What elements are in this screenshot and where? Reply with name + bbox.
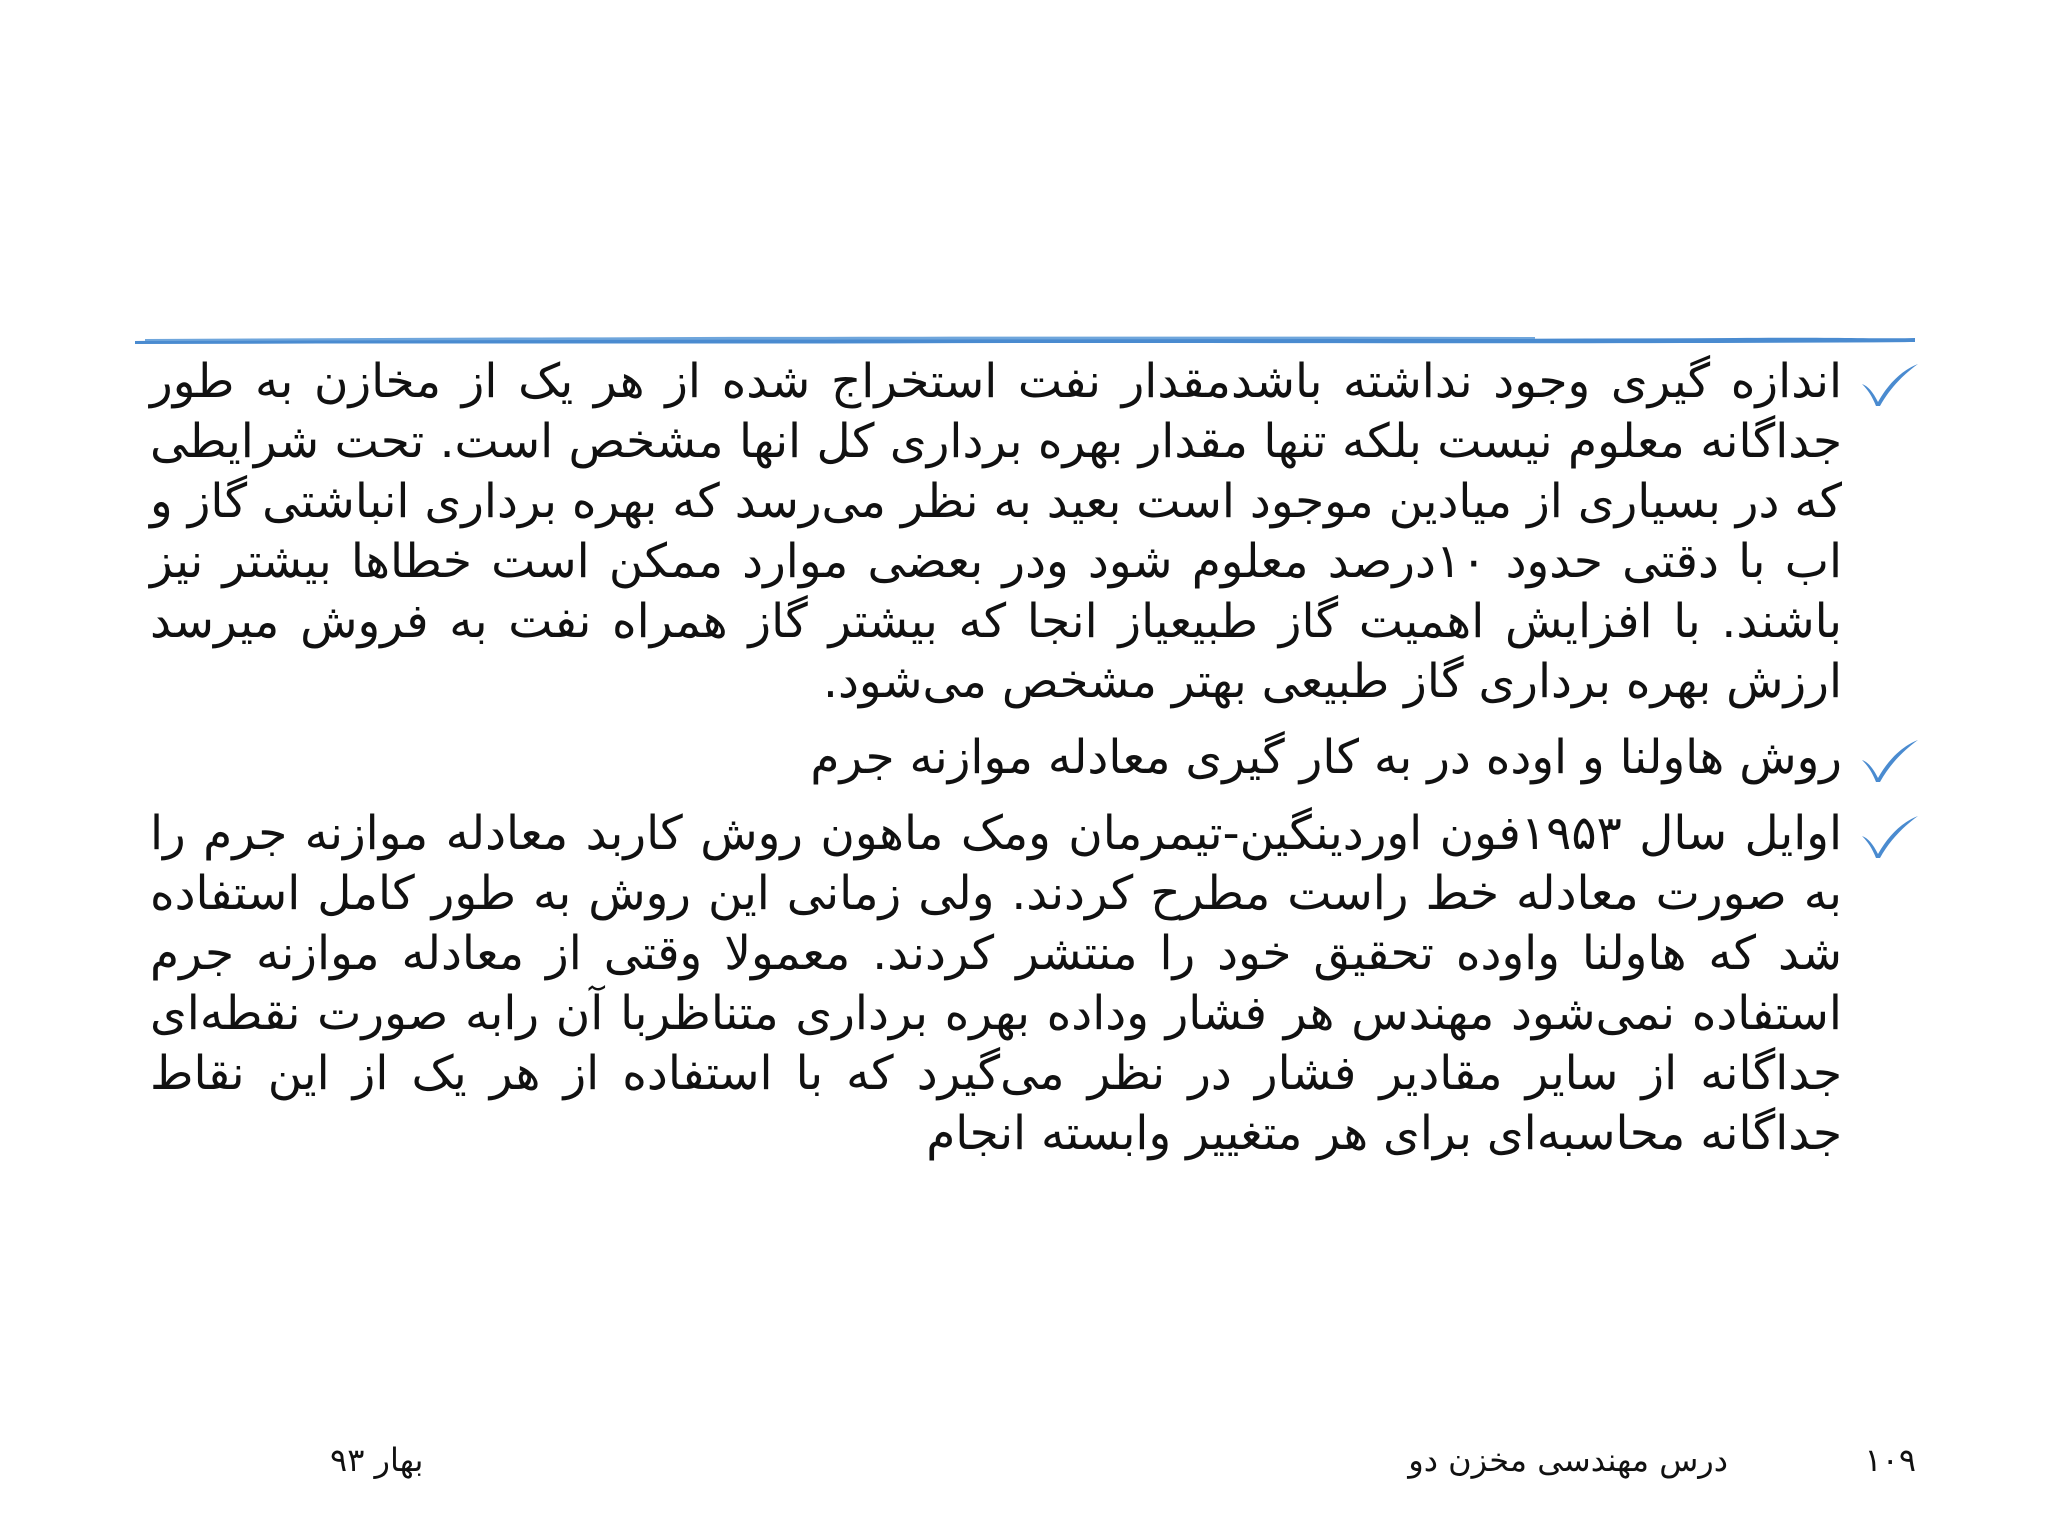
bullet-text: اندازه گیری وجود نداشته باشدمقدار نفت استخراج شده از هر یک از مخازن به طور جداگانه معلوم نیست بلکه تنها مقدار بهره برداری کل انها مشخص است. تحت شرایطی که در بسیاری از میادین موجود است بعید به نظر می‌رسد که بهره برداری انباشتی گاز و اب با دقتی حدود ۱۰درصد معلوم شود ودر بعضی موارد ممکن است خطاها بیشتر نیز باشند. با افزایش اهمیت گاز طبیعیاز انجا که بیشتر گاز همراه نفت به فروش میرسد ارزش بهره برداری گاز طبیعی بهتر مشخص می‌شود. [150, 354, 1842, 709]
slide-body [150, 352, 1920, 1180]
bullet-text: روش هاولنا و اوده در به کار گیری معادله موازنه جرم [810, 730, 1842, 785]
term-label: بهار ۹۳ [330, 1441, 424, 1479]
page-number: ۱۰۹ [1864, 1441, 1916, 1479]
check-icon [1858, 814, 1920, 860]
brush-divider-line [135, 334, 1915, 346]
check-icon [1858, 738, 1920, 784]
bullet-text: اوایل سال ۱۹۵۳فون اوردینگین-تیمرمان ومک ماهون روش کاربد معادله موازنه جرم را به صورت معادله خط راست مطرح کردند. ولی زمانی این روش به طور کامل استفاده شد که هاولنا واوده تحقیق خود را منتشر کردند. معمولا وقتی از معادله موازنه جرم استفاده نمی‌شود مهندس هر فشار وداده بهره برداری متناظربا آن رابه صورت نقطه‌ای جداگانه از سایر مقادیر فشار در نظر می‌گیرد که با استفاده از هر یک از این نقاط جداگانه محاسبه‌ای برای هر متغییر وابسته انجام [150, 806, 1843, 1161]
bullet-item [150, 804, 1920, 1164]
course-title: درس مهندسی مخزن دو [1408, 1441, 1728, 1479]
check-icon [1858, 362, 1920, 408]
bullet-item [150, 728, 1920, 788]
bullet-item [150, 352, 1920, 712]
